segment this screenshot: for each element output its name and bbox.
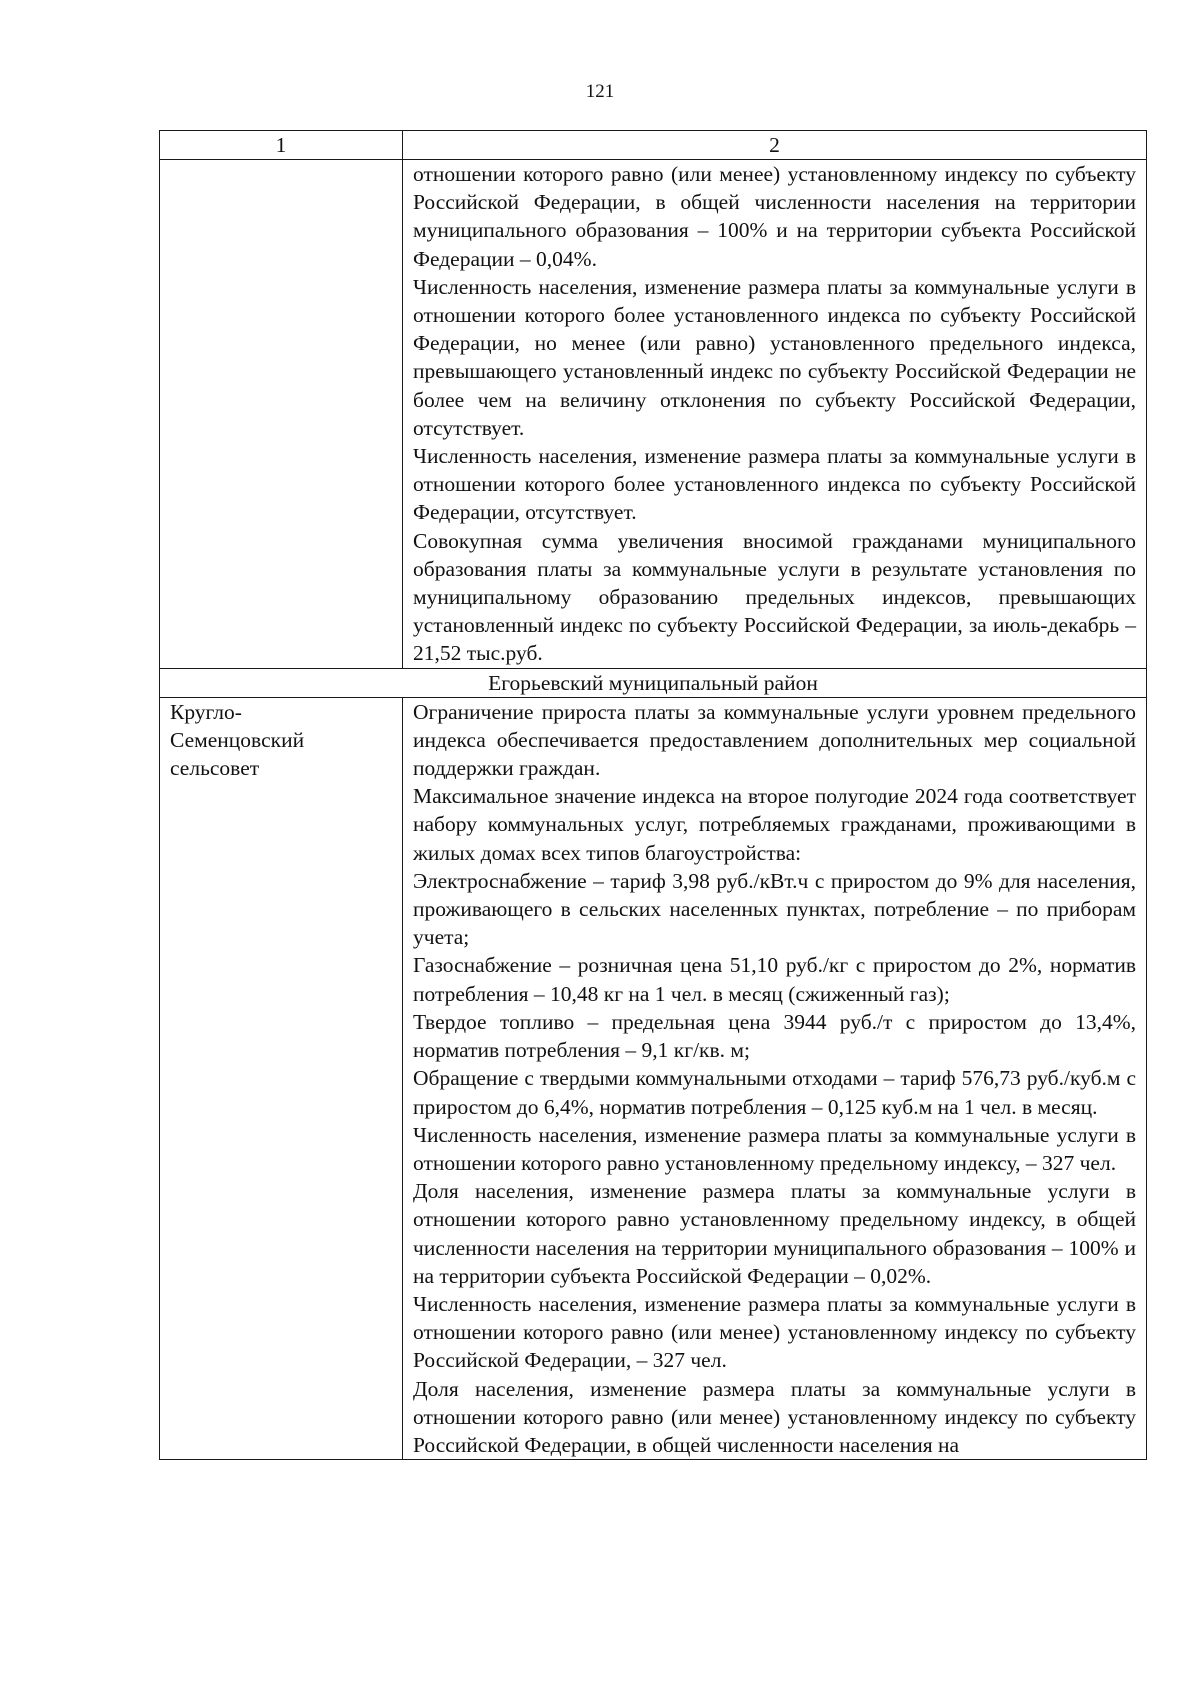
paragraph: отношении которого равно (или менее) установленному индексу по субъекту Российской Федерации, в общей численности населения на территории муниципального образования – 100% и на территории субъекта Российской Федерации – 0,04%. xyxy=(413,162,1136,271)
column-header-label: 1 xyxy=(275,133,287,157)
municipality-name-line: Кругло- xyxy=(170,699,242,724)
paragraph: Доля населения, изменение размера платы за коммунальные услуги в отношении которого равно установленному предельному индексу, в общей численности населения на территории муниципального образования – 100% и на территории субъекта Российской Федерации – 0,02%. xyxy=(413,1179,1136,1288)
paragraph: Обращение с твердыми коммунальными отходами – тариф 576,73 руб./куб.м с приростом до 6,4%, норматив потребления – 0,125 куб.м на 1 чел. в месяц. xyxy=(413,1066,1136,1119)
district-heading: Егорьевский муниципальный район xyxy=(160,668,1147,697)
data-table xyxy=(159,130,1147,1460)
paragraph: Газоснабжение – розничная цена 51,10 руб./кг с приростом до 2%, норматив потребления – 10,48 кг на 1 чел. в месяц (сжиженный газ); xyxy=(413,953,1136,1006)
paragraph: Ограничение прироста платы за коммунальные услуги уровнем предельного индекса обеспечивается предоставлением дополнительных мер социальной поддержки граждан. xyxy=(413,699,1136,781)
description-cell xyxy=(403,697,1147,1459)
paragraph: Численность населения, изменение размера платы за коммунальные услуги в отношении которого равно (или менее) установленному индексу по субъекту Российской Федерации, – 327 чел. xyxy=(413,1291,1136,1373)
paragraph: Численность населения, изменение размера платы за коммунальные услуги в отношении которого более установленного индекса по субъекту Российской Федерации, отсутствует. xyxy=(413,444,1136,525)
paragraph: Численность населения, изменение размера платы за коммунальные услуги в отношении которого более установленного индекса по субъекту Российской Федерации, но менее (или равно) установленного предельного индекса, превышающего установленный индекс по субъекту Российской Федерации не более чем на величину отклонения по субъекту Российской Федерации, отсутствует. xyxy=(413,274,1136,440)
municipality-name-line: Семенцовский xyxy=(170,727,305,752)
table-row xyxy=(160,697,1147,1459)
paragraph: Численность населения, изменение размера платы за коммунальные услуги в отношении которого равно установленному предельному индексу, – 327 чел. xyxy=(413,1122,1136,1175)
page-number: 121 xyxy=(585,81,615,102)
paragraph: Электроснабжение – тариф 3,98 руб./кВт.ч с приростом до 9% для населения, проживающего в сельских населенных пунктах, потребление – по приборам учета; xyxy=(413,868,1136,950)
column-header-1 xyxy=(160,131,403,160)
paragraph: Твердое топливо – предельная цена 3944 руб./т с приростом до 13,4%, норматив потребления – 9,1 кг/кв. м; xyxy=(413,1009,1136,1063)
municipality-name-cell xyxy=(160,160,403,669)
column-header-label: 2 xyxy=(769,133,780,157)
municipality-name-line: сельсовет xyxy=(170,756,260,781)
municipality-name-cell xyxy=(160,697,403,1459)
paragraph: Доля населения, изменение размера платы за коммунальные услуги в отношении которого равно (или менее) установленному индексу по субъекту Российской Федерации, в общей численности населения на xyxy=(413,1376,1136,1457)
table-row xyxy=(160,160,1147,669)
paragraph: Максимальное значение индекса на второе полугодие 2024 года соответствует набору коммунальных услуг, потребляемых гражданами, проживающими в жилых домах всех типов благоустройства: xyxy=(413,784,1136,865)
column-header-2 xyxy=(403,131,1147,160)
paragraph: Совокупная сумма увеличения вносимой гражданами муниципального образования платы за коммунальные услуги в результате установления по муниципальному образованию предельных индексов, превышающих установленный индекс по субъекту Российской Федерации, за июль-декабрь – 21,52 тыс.руб. xyxy=(413,528,1136,666)
description-cell xyxy=(403,160,1147,669)
table-header-row xyxy=(160,131,1147,160)
district-row xyxy=(160,668,1147,697)
